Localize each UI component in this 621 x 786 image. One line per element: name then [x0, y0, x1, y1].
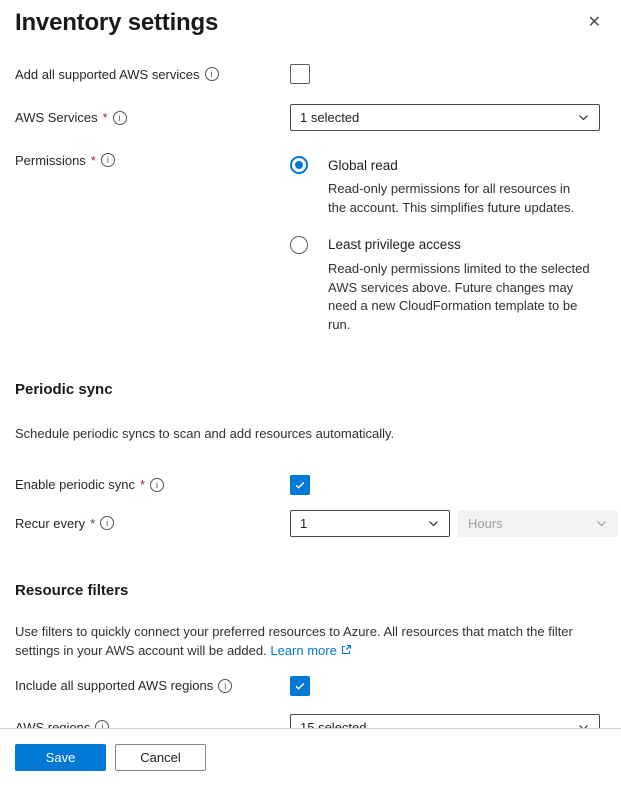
info-icon[interactable]: i [100, 516, 114, 530]
radio-option-least-privilege [290, 236, 605, 335]
least-privilege-description: Read-only permissions limited to the selected AWS services above. Future changes may need a new CloudFormation template to be run. [328, 260, 590, 333]
row-permissions [15, 150, 605, 353]
chevron-down-icon [577, 111, 590, 124]
radio-unselected-icon[interactable] [290, 236, 308, 254]
info-icon[interactable]: i [218, 679, 232, 693]
panel-header [0, 0, 621, 37]
chevron-down-icon [427, 517, 440, 530]
include-all-regions-label-group [15, 676, 290, 696]
radio-option-global-read [290, 156, 605, 218]
recur-interval-dropdown[interactable] [290, 510, 450, 537]
add-all-services-label-group [15, 64, 290, 84]
recur-every-label: Recur every [15, 515, 86, 531]
info-icon[interactable]: i [150, 478, 164, 492]
footer-action-bar [0, 728, 621, 786]
permissions-radio-group [290, 150, 605, 353]
permissions-label-group [15, 150, 290, 170]
permissions-label: Permissions [15, 152, 86, 168]
row-add-all-services [15, 64, 605, 89]
learn-more-link[interactable]: Learn more [270, 643, 337, 659]
aws-services-label: AWS Services [15, 110, 98, 125]
required-asterisk: * [139, 477, 146, 493]
save-button[interactable]: Save [15, 744, 106, 771]
info-icon[interactable]: i [205, 67, 219, 81]
add-all-services-label: Add all supported AWS services [15, 66, 200, 82]
recur-unit-dropdown [458, 510, 618, 537]
aws-services-dropdown[interactable] [290, 104, 600, 131]
enable-periodic-sync-label-group [15, 475, 290, 495]
required-asterisk: * [90, 152, 96, 168]
external-link-icon [340, 642, 352, 662]
checkmark-icon [294, 680, 306, 692]
global-read-label: Global read [328, 157, 398, 173]
chevron-down-icon [595, 517, 608, 530]
periodic-sync-description: Schedule periodic syncs to scan and add resources automatically. [15, 426, 395, 442]
enable-periodic-sync-checkbox[interactable] [290, 475, 310, 495]
row-aws-services [15, 104, 605, 131]
resource-filters-heading: Resource filters [15, 581, 129, 599]
global-read-description: Read-only permissions for all resources in the account. This simplifies future updates. [328, 181, 575, 215]
resource-filters-description [15, 622, 605, 662]
recur-unit-value: Hours [468, 515, 503, 531]
cancel-button[interactable]: Cancel [115, 744, 206, 771]
required-asterisk: * [102, 110, 108, 125]
periodic-sync-heading: Periodic sync [15, 381, 113, 399]
least-privilege-label: Least privilege access [328, 237, 461, 253]
global-read-radio-row[interactable] [290, 156, 605, 174]
checkmark-icon [294, 479, 306, 491]
least-privilege-radio-row[interactable] [290, 236, 605, 254]
radio-selected-icon[interactable] [290, 156, 308, 174]
include-all-regions-label: Include all supported AWS regions [15, 678, 214, 694]
resource-filters-description-text: Use filters to quickly connect your preferred resources to Azure. All resources that match the filter settings in your AWS account will be added. [15, 623, 573, 659]
required-asterisk: * [90, 515, 96, 531]
settings-form [0, 64, 621, 741]
recur-every-label-group [15, 510, 290, 537]
recur-interval-value: 1 [300, 515, 308, 531]
page-title: Inventory settings [15, 9, 219, 36]
info-icon[interactable]: i [113, 111, 127, 125]
row-recur-every [15, 510, 605, 537]
info-icon[interactable]: i [101, 153, 115, 167]
aws-services-label-group [15, 104, 290, 131]
row-enable-periodic-sync [15, 475, 605, 496]
aws-services-dropdown-value: 1 selected [300, 110, 360, 125]
enable-periodic-sync-label: Enable periodic sync [15, 477, 135, 493]
include-all-regions-checkbox[interactable] [290, 676, 310, 696]
add-all-services-checkbox[interactable] [290, 64, 310, 84]
row-include-all-regions [15, 676, 605, 697]
close-icon[interactable]: ✕ [584, 9, 605, 37]
